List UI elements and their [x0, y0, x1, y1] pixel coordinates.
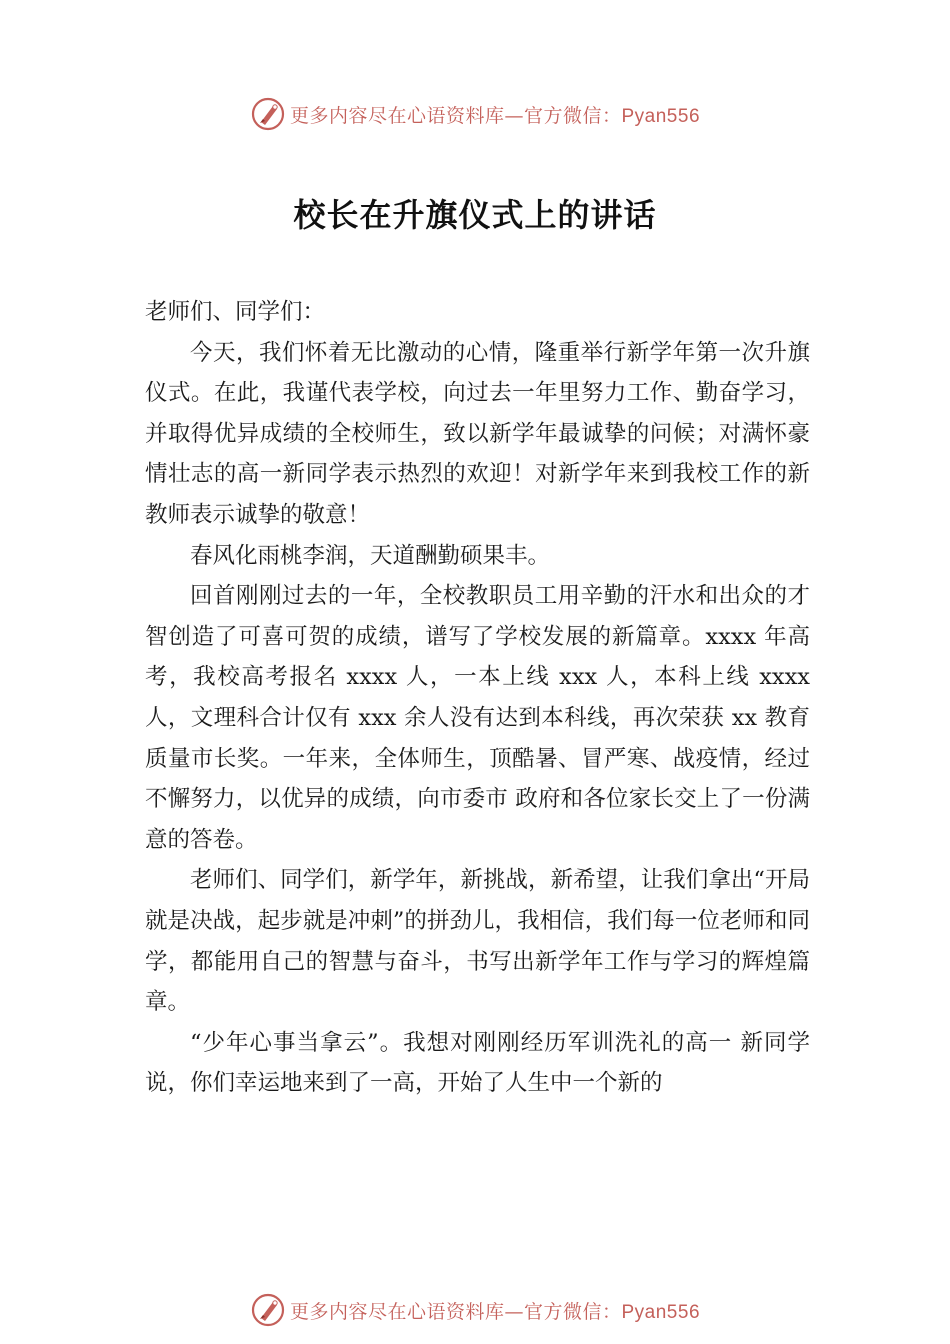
- document-body: [145, 292, 810, 1104]
- salutation: 老师们、同学们：: [145, 299, 326, 325]
- paragraph: 老师们、同学们，新学年，新挑战，新希望，让我们拿出“开局就是决战，起步就是冲刺”的拼劲儿，我相信，我们每一位老师和同学，都能用自己的智慧与奋斗，书写出新学年工作与学习的辉煌篇章。: [145, 867, 810, 1016]
- banner-wechat-id: Pyan556: [621, 1301, 701, 1323]
- document-title: 校长在升旗仪式上的讲话: [293, 196, 657, 234]
- banner-text: [290, 101, 700, 128]
- paragraph: “少年心事当拿云”。我想对刚刚经历军训洗礼的高一 新同学说，你们幸运地来到了一高，开始了人生中一个新的: [145, 1029, 810, 1097]
- paragraph: 今天，我们怀着无比激动的心情，隆重举行新学年第一次升旗仪式。在此，我谨代表学校，向过去一年里努力工作、勤奋学习，并取得优异成绩的全校师生，致以新学年最诚挚的问候；对满怀豪情壮志的高一新同学表示热烈的欢迎！对新学年来到我校工作的新教师表示诚挚的敬意！: [145, 339, 810, 528]
- pen-nib-circle-logo-icon: [250, 96, 286, 132]
- banner-cn-text: 更多内容尽在心语资料库—官方微信：: [289, 1300, 622, 1323]
- paragraph: 回首刚刚过去的一年，全校教职员工用辛勤的汗水和出众的才智创造了可喜可贺的成绩，谱写了学校发展的新篇章。xxxx 年高考，我校高考报名 xxxx 人，一本上线 xxx 人，本科上线 xxxx 人，文理科合计仅有 xxx 余人没有达到本科线，再次荣获 xx 教育质量市长奖。一年来，全体师生，顶酷暑、冒严寒、战疫情，经过不懈努力，以优异的成绩，向市委市 政府和各位家长交上了一份满意的答卷。: [145, 583, 810, 853]
- banner-cn-text: 更多内容尽在心语资料库—官方微信：: [289, 104, 622, 127]
- footer-banner: [0, 1288, 950, 1332]
- pen-nib-circle-logo-icon: [250, 1292, 286, 1328]
- header-banner: [0, 92, 950, 136]
- banner-text: [290, 1297, 700, 1324]
- banner-wechat-id: Pyan556: [621, 105, 701, 127]
- paragraph: 春风化雨桃李润，天道酬勤硕果丰。: [190, 542, 551, 569]
